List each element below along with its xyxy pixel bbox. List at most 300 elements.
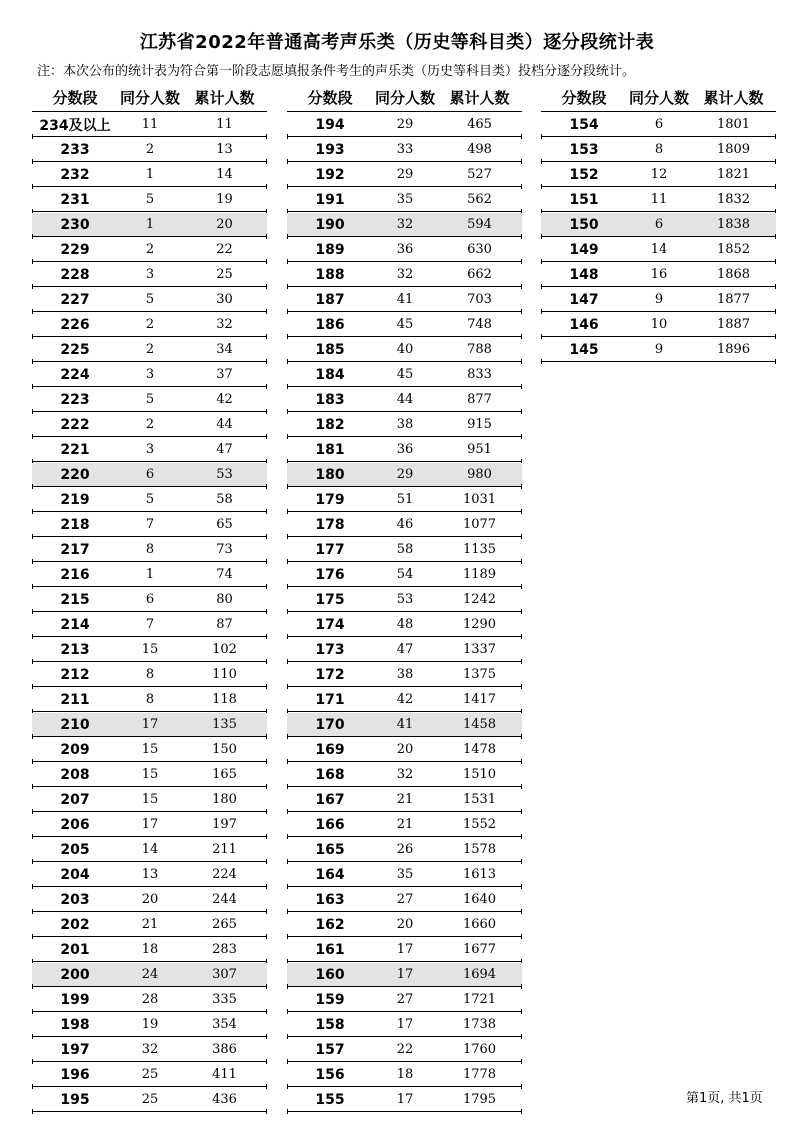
cumulative-count-cell: 1821 [716,167,751,182]
cumulative-count-cell: 47 [216,442,233,457]
table-row [287,113,522,137]
table-row [32,713,267,737]
score-band-cell: 160 [315,966,345,983]
same-score-count-cell: 51 [396,492,414,507]
score-band-cell: 192 [315,166,345,183]
same-score-count-cell: 8 [145,692,155,707]
cumulative-count-cell: 1694 [462,967,497,982]
score-band-cell: 234及以上 [39,117,111,134]
score-band-cell: 219 [60,491,90,508]
table-row [287,988,522,1012]
header-score-band: 分数段 [52,89,98,107]
score-band-cell: 189 [315,241,345,258]
score-band-cell: 153 [569,141,599,158]
same-score-count-cell: 15 [141,742,159,757]
score-band-cell: 223 [60,391,90,408]
table-row [32,688,267,712]
cumulative-count-cell: 1677 [462,942,497,957]
table-row [287,1013,522,1037]
score-band-cell: 147 [569,291,599,308]
same-score-count-cell: 12 [650,167,668,182]
score-band-cell: 172 [315,666,345,683]
score-band-cell: 205 [60,841,90,858]
score-band-cell: 221 [60,441,90,458]
score-band-cell: 210 [60,716,90,733]
same-score-count-cell: 15 [141,642,159,657]
cumulative-count-cell: 1832 [716,192,751,207]
header-same-score-count: 同分人数 [119,89,180,107]
table-row [287,538,522,562]
score-band-cell: 168 [315,766,345,783]
cumulative-count-cell: 102 [212,642,237,657]
cumulative-count-cell: 335 [212,992,237,1007]
table-row [541,288,776,312]
table-row [287,363,522,387]
table-row [32,563,267,587]
cumulative-count-cell: 594 [467,217,492,232]
cumulative-count-cell: 748 [467,317,492,332]
table-row [32,663,267,687]
score-band-cell: 202 [60,916,90,933]
score-band-cell: 170 [315,716,345,733]
cumulative-count-cell: 13 [216,142,233,157]
score-band-cell: 181 [315,441,345,458]
same-score-count-cell: 2 [145,342,155,357]
table-row [32,438,267,462]
same-score-count-cell: 6 [145,592,155,607]
score-band-cell: 211 [60,691,90,708]
score-band-cell: 151 [569,191,599,208]
score-band-cell: 233 [60,141,90,158]
same-score-count-cell: 1 [145,567,155,582]
same-score-count-cell: 21 [141,917,159,932]
score-band-cell: 145 [569,341,599,358]
same-score-count-cell: 25 [141,1092,159,1107]
table-row [287,588,522,612]
cumulative-count-cell: 180 [212,792,237,807]
same-score-count-cell: 5 [145,492,155,507]
score-band-cell: 204 [60,866,90,883]
table-row [541,238,776,262]
cumulative-count-cell: 1290 [462,617,497,632]
table-row [287,738,522,762]
same-score-count-cell: 10 [650,317,668,332]
same-score-count-cell: 16 [650,267,668,282]
score-band-cell: 169 [315,741,345,758]
score-band-cell: 194 [315,116,345,133]
score-band-cell: 224 [60,366,90,383]
cumulative-count-cell: 224 [212,867,237,882]
cumulative-count-cell: 703 [467,292,492,307]
table-row [287,913,522,937]
score-band-cell: 208 [60,766,90,783]
table-row [287,1063,522,1087]
same-score-count-cell: 5 [145,192,155,207]
same-score-count-cell: 17 [396,1017,414,1032]
score-band-cell: 216 [60,566,90,583]
score-band-cell: 225 [60,341,90,358]
cumulative-count-cell: 44 [216,417,233,432]
same-score-count-cell: 20 [396,742,414,757]
score-band-cell: 213 [60,641,90,658]
table-row [287,763,522,787]
same-score-count-cell: 54 [396,567,414,582]
cumulative-count-cell: 1531 [462,792,497,807]
table-row [32,963,267,987]
cumulative-count-cell: 42 [216,392,233,407]
score-band-cell: 195 [60,1091,90,1108]
table-row [32,213,267,237]
table-row [287,938,522,962]
score-band-cell: 185 [315,341,345,358]
score-band-cell: 206 [60,816,90,833]
cumulative-count-cell: 1868 [716,267,751,282]
score-band-cell: 186 [315,316,345,333]
same-score-count-cell: 20 [141,892,159,907]
score-band-cell: 158 [315,1016,345,1033]
cumulative-count-cell: 307 [212,967,237,982]
table-row [32,238,267,262]
table-row [287,888,522,912]
table-row [287,263,522,287]
same-score-count-cell: 28 [141,992,159,1007]
table-row [32,513,267,537]
score-band-cell: 175 [315,591,345,608]
table-header [32,84,267,112]
cumulative-count-cell: 1760 [462,1042,497,1057]
same-score-count-cell: 17 [141,817,159,832]
score-table-3 [541,84,776,362]
same-score-count-cell: 2 [145,142,155,157]
table-row [32,588,267,612]
score-band-cell: 152 [569,166,599,183]
cumulative-count-cell: 1337 [462,642,497,657]
cumulative-count-cell: 150 [212,742,237,757]
cumulative-count-cell: 65 [216,517,233,532]
table-row [32,388,267,412]
score-band-cell: 188 [315,266,345,283]
cumulative-count-cell: 22 [216,242,233,257]
header-same-score-count: 同分人数 [374,89,435,107]
table-row [287,638,522,662]
table-row [541,263,776,287]
same-score-count-cell: 35 [396,867,414,882]
same-score-count-cell: 45 [396,367,414,382]
same-score-count-cell: 32 [141,1042,159,1057]
same-score-count-cell: 2 [145,242,155,257]
page-footer: 第1页, 共1页 [686,1091,763,1106]
same-score-count-cell: 5 [145,292,155,307]
cumulative-count-cell: 265 [212,917,237,932]
table-row [32,338,267,362]
table-row [287,438,522,462]
table-row [287,513,522,537]
score-band-cell: 157 [315,1041,345,1058]
score-band-cell: 226 [60,316,90,333]
same-score-count-cell: 14 [141,842,159,857]
score-band-cell: 218 [60,516,90,533]
score-band-cell: 190 [315,216,345,233]
table-row [287,663,522,687]
score-band-cell: 230 [60,216,90,233]
same-score-count-cell: 6 [654,117,664,132]
score-band-cell: 150 [569,216,599,233]
cumulative-count-cell: 19 [216,192,233,207]
same-score-count-cell: 44 [396,392,414,407]
same-score-count-cell: 11 [650,192,668,207]
same-score-count-cell: 29 [396,167,414,182]
same-score-count-cell: 36 [396,242,414,257]
table-row [32,638,267,662]
score-band-cell: 155 [315,1091,345,1108]
cumulative-count-cell: 30 [216,292,233,307]
cumulative-count-cell: 32 [216,317,233,332]
cumulative-count-cell: 87 [216,617,233,632]
score-band-cell: 178 [315,516,345,533]
same-score-count-cell: 53 [396,592,414,607]
same-score-count-cell: 15 [141,767,159,782]
table-row [32,863,267,887]
table-row [287,688,522,712]
score-band-cell: 149 [569,241,599,258]
same-score-count-cell: 15 [141,792,159,807]
same-score-count-cell: 6 [654,217,664,232]
table-row [287,863,522,887]
header-cumulative-count: 累计人数 [194,89,255,107]
cumulative-count-cell: 915 [467,417,492,432]
same-score-count-cell: 41 [396,292,414,307]
score-band-cell: 183 [315,391,345,408]
same-score-count-cell: 13 [141,867,159,882]
cumulative-count-cell: 1613 [462,867,497,882]
score-band-cell: 159 [315,991,345,1008]
table-row [32,363,267,387]
score-band-cell: 176 [315,566,345,583]
table-row [287,463,522,487]
cumulative-count-cell: 1838 [716,217,751,232]
score-band-cell: 167 [315,791,345,808]
same-score-count-cell: 5 [145,392,155,407]
same-score-count-cell: 48 [396,617,414,632]
cumulative-count-cell: 1510 [462,767,497,782]
same-score-count-cell: 8 [654,142,664,157]
same-score-count-cell: 32 [396,217,414,232]
cumulative-count-cell: 135 [212,717,237,732]
score-band-cell: 164 [315,866,345,883]
cumulative-count-cell: 244 [212,892,237,907]
table-row [32,938,267,962]
same-score-count-cell: 27 [396,892,414,907]
same-score-count-cell: 46 [396,517,414,532]
score-band-cell: 154 [569,116,599,133]
cumulative-count-cell: 527 [467,167,492,182]
table-row [541,313,776,337]
table-row [32,188,267,212]
cumulative-count-cell: 386 [212,1042,237,1057]
same-score-count-cell: 9 [654,292,664,307]
cumulative-count-cell: 1738 [462,1017,497,1032]
cumulative-count-cell: 465 [467,117,492,132]
cumulative-count-cell: 118 [212,692,237,707]
score-band-cell: 207 [60,791,90,808]
same-score-count-cell: 17 [396,1092,414,1107]
table-row [287,413,522,437]
score-band-cell: 187 [315,291,345,308]
table-row [32,763,267,787]
score-band-cell: 217 [60,541,90,558]
table-row [541,138,776,162]
cumulative-count-cell: 1809 [716,142,751,157]
score-band-cell: 191 [315,191,345,208]
score-band-cell: 227 [60,291,90,308]
cumulative-count-cell: 1031 [462,492,497,507]
table-row [287,713,522,737]
same-score-count-cell: 6 [145,467,155,482]
table-row [32,1088,267,1112]
cumulative-count-cell: 1242 [462,592,497,607]
table-row [32,113,267,137]
cumulative-count-cell: 1877 [716,292,751,307]
table-row [287,563,522,587]
same-score-count-cell: 33 [396,142,414,157]
cumulative-count-cell: 436 [212,1092,237,1107]
score-band-cell: 199 [60,991,90,1008]
table-row [32,1013,267,1037]
cumulative-count-cell: 1375 [462,667,497,682]
same-score-count-cell: 17 [141,717,159,732]
same-score-count-cell: 18 [141,942,159,957]
same-score-count-cell: 8 [145,667,155,682]
table-row [287,788,522,812]
cumulative-count-cell: 1887 [716,317,751,332]
cumulative-count-cell: 34 [216,342,233,357]
score-band-cell: 161 [315,941,345,958]
table-row [32,163,267,187]
cumulative-count-cell: 354 [212,1017,237,1032]
score-band-cell: 182 [315,416,345,433]
cumulative-count-cell: 197 [212,817,237,832]
table-row [287,838,522,862]
table-header [287,84,522,112]
table-row [32,1063,267,1087]
header-cumulative-count: 累计人数 [449,89,510,107]
cumulative-count-cell: 211 [212,842,237,857]
cumulative-count-cell: 1478 [462,742,497,757]
table-row [287,138,522,162]
same-score-count-cell: 41 [396,717,414,732]
table-row [287,338,522,362]
same-score-count-cell: 35 [396,192,414,207]
same-score-count-cell: 21 [396,817,414,832]
header-same-score-count: 同分人数 [628,89,689,107]
table-row [287,963,522,987]
cumulative-count-cell: 411 [212,1067,237,1082]
table-row [32,613,267,637]
same-score-count-cell: 7 [145,617,155,632]
cumulative-count-cell: 20 [216,217,233,232]
score-band-cell: 196 [60,1066,90,1083]
same-score-count-cell: 17 [396,942,414,957]
cumulative-count-cell: 498 [467,142,492,157]
score-band-cell: 193 [315,141,345,158]
score-table-2 [287,84,522,1112]
table-row [287,313,522,337]
same-score-count-cell: 32 [396,267,414,282]
cumulative-count-cell: 833 [467,367,492,382]
same-score-count-cell: 21 [396,792,414,807]
same-score-count-cell: 2 [145,417,155,432]
score-band-cell: 198 [60,1016,90,1033]
same-score-count-cell: 7 [145,517,155,532]
same-score-count-cell: 40 [396,342,414,357]
table-row [541,113,776,137]
table-row [287,188,522,212]
same-score-count-cell: 1 [145,167,155,182]
same-score-count-cell: 24 [141,967,159,982]
score-band-cell: 156 [315,1066,345,1083]
score-band-cell: 200 [60,966,90,983]
table-row [32,488,267,512]
table-row [32,413,267,437]
score-band-cell: 165 [315,841,345,858]
score-band-cell: 231 [60,191,90,208]
cumulative-count-cell: 1578 [462,842,497,857]
cumulative-count-cell: 980 [467,467,492,482]
table-row [32,538,267,562]
score-band-cell: 222 [60,416,90,433]
same-score-count-cell: 19 [141,1017,159,1032]
cumulative-count-cell: 80 [216,592,233,607]
cumulative-count-cell: 1417 [462,692,497,707]
table-row [287,1088,522,1112]
cumulative-count-cell: 662 [467,267,492,282]
same-score-count-cell: 1 [145,217,155,232]
cumulative-count-cell: 73 [216,542,233,557]
score-band-cell: 212 [60,666,90,683]
cumulative-count-cell: 14 [216,167,233,182]
same-score-count-cell: 9 [654,342,664,357]
same-score-count-cell: 3 [145,442,155,457]
score-band-cell: 203 [60,891,90,908]
cumulative-count-cell: 1640 [462,892,497,907]
table-row [287,613,522,637]
same-score-count-cell: 27 [396,992,414,1007]
score-band-cell: 214 [60,616,90,633]
same-score-count-cell: 22 [396,1042,414,1057]
cumulative-count-cell: 1660 [462,917,497,932]
table-row [32,788,267,812]
same-score-count-cell: 11 [141,117,159,132]
same-score-count-cell: 26 [396,842,414,857]
same-score-count-cell: 29 [396,467,414,482]
table-row [32,813,267,837]
score-band-cell: 220 [60,466,90,483]
same-score-count-cell: 38 [396,417,414,432]
cumulative-count-cell: 1189 [462,567,497,582]
page-title: 江苏省2022年普通高考声乐类（历史等科目类）逐分段统计表 [139,32,655,53]
cumulative-count-cell: 1896 [716,342,751,357]
cumulative-count-cell: 25 [216,267,233,282]
header-score-band: 分数段 [561,89,607,107]
cumulative-count-cell: 58 [216,492,233,507]
same-score-count-cell: 58 [396,542,414,557]
table-note: 注：本次公布的统计表为符合第一阶段志愿填报条件考生的声乐类（历史等科目类）投档分逐分段统计。 [37,64,636,79]
score-band-cell: 173 [315,641,345,658]
same-score-count-cell: 14 [650,242,668,257]
cumulative-count-cell: 37 [216,367,233,382]
cumulative-count-cell: 1458 [462,717,497,732]
cumulative-count-cell: 11 [216,117,233,132]
